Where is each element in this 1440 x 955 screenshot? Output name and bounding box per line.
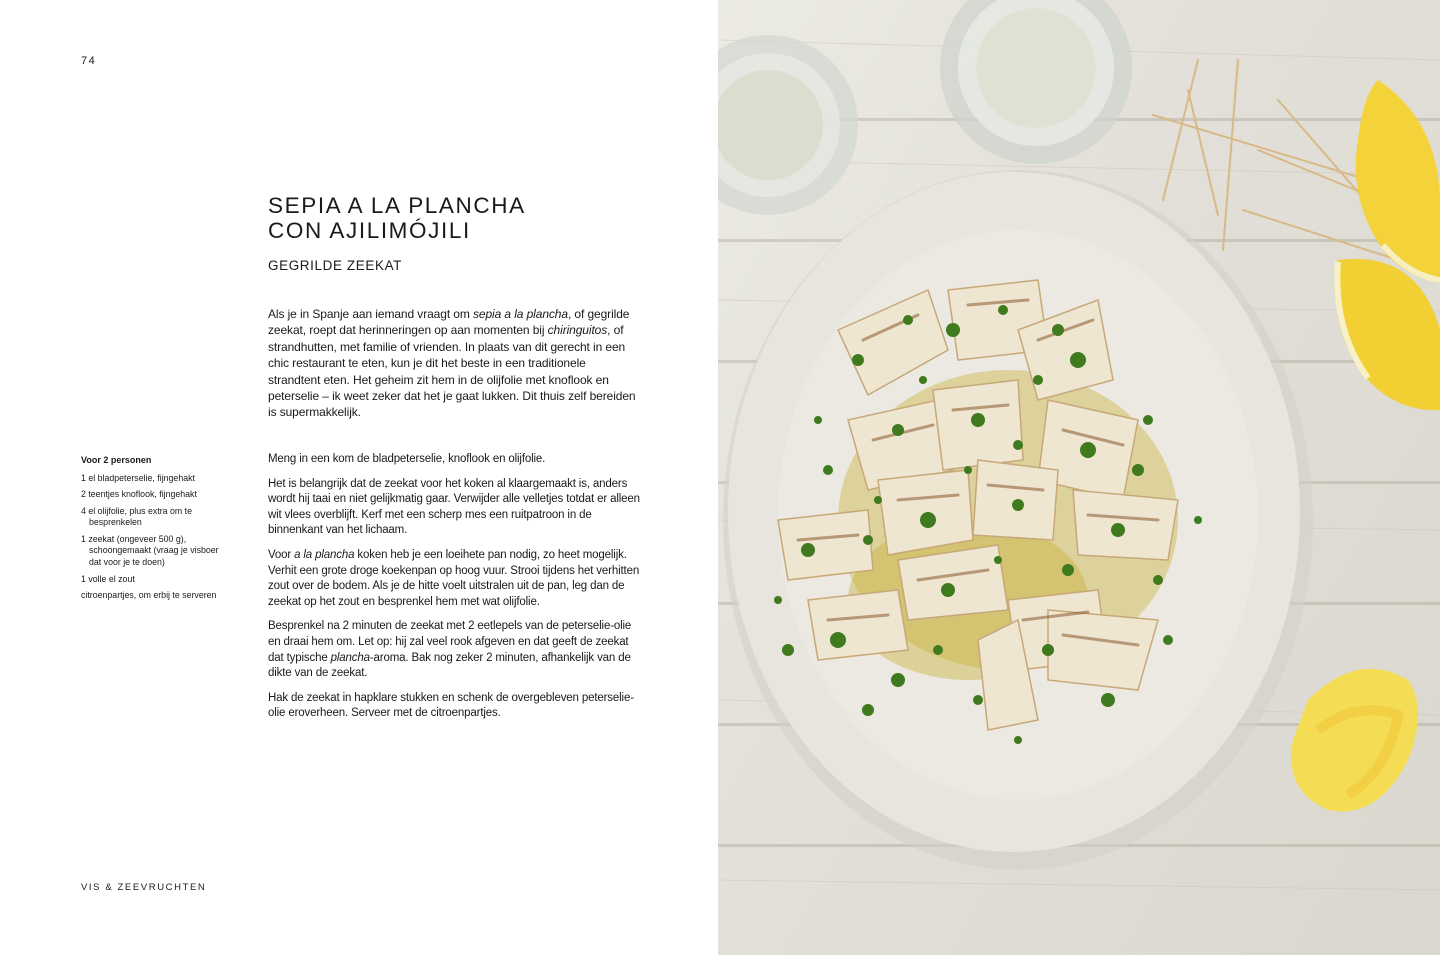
ingredient-item: 1 zeekat (ongeveer 500 g), schoongemaakt (vraag je visboer dat voor je te doen) bbox=[81, 533, 219, 568]
intro-text-italic: sepia a la plancha bbox=[473, 307, 568, 321]
servings: Voor 2 personen bbox=[81, 455, 152, 465]
recipe-title bbox=[268, 193, 526, 243]
method-step bbox=[268, 548, 640, 610]
ingredient-item: 2 teentjes knoflook, fijngehakt bbox=[81, 489, 197, 500]
ingredients-panel bbox=[81, 455, 231, 606]
recipe-subtitle: GEGRILDE ZEEKAT bbox=[268, 258, 403, 273]
method-text: Hak de zeekat in hapklare stukken en schenk de overgebleven peterselie-olie eroverheen. Serveer met de citroenpartjes. bbox=[268, 691, 634, 720]
method-text-italic: plancha bbox=[330, 651, 370, 664]
recipe-title-line-1: SEPIA A LA PLANCHA bbox=[268, 193, 526, 218]
photo-illustration bbox=[718, 0, 1440, 955]
method-text: Voor bbox=[268, 548, 295, 561]
recipe-photo bbox=[718, 0, 1440, 955]
lemon-wedge-icon bbox=[1291, 669, 1418, 812]
method-text: -aroma. Bak nog zeker 2 minuten, afhankelijk van de dikte van de zeekat. bbox=[268, 651, 631, 680]
ingredient-item: 4 el olijfolie, plus extra om te besprenkelen bbox=[81, 505, 192, 528]
method-text: Meng in een kom de bladpeterselie, knoflook en olijfolie. bbox=[268, 453, 546, 465]
section-name: VIS & ZEEVRUCHTEN bbox=[81, 882, 207, 893]
method-text: koken heb je een loeihete pan nodig, zo heet mogelijk. Verhit een grote droge koekenpan op hoog vuur. Strooi tijdens het verhitten zout over de bodem. Als je de hitte voelt uitstralen uit de pan, leg dan de zeekat op het zout en besprenkel hem met wat olijfolie. bbox=[268, 548, 640, 608]
ingredient-item: 1 volle el zout bbox=[81, 573, 135, 584]
method-step bbox=[268, 619, 640, 681]
ingredient-item: 1 el bladpeterselie, fijngehakt bbox=[81, 473, 195, 483]
intro-text-italic: chiringuitos bbox=[547, 323, 608, 338]
water-glass-icon bbox=[718, 35, 858, 215]
recipe-intro bbox=[268, 306, 640, 421]
water-glass-icon bbox=[940, 0, 1132, 164]
intro-text: , of gegrilde zeekat, roept dat herinneringen op aan momenten bij bbox=[268, 307, 630, 338]
ingredient-item: citroenpartjes, om erbij te serveren bbox=[81, 589, 217, 600]
method-text-italic: a la plancha bbox=[294, 548, 355, 561]
method-steps bbox=[268, 452, 640, 731]
method-text: Het is belangrijk dat de zeekat voor het koken al klaargemaakt is, anders wordt hij taai en niet gelijkmatig gaar. Verwijder alle velletjes totdat er alleen wit vlees overblijft. Kerf met een scherp mes een ruitpatroon in de binnenkant van het lichaam. bbox=[268, 477, 640, 537]
ingredients-list bbox=[81, 473, 231, 602]
recipe-title-line-2: CON AJILIMÓJILI bbox=[268, 218, 471, 243]
left-page bbox=[0, 0, 718, 955]
method-step bbox=[268, 452, 640, 468]
intro-text: Als je in Spanje aan iemand vraagt om bbox=[268, 307, 473, 321]
method-step bbox=[268, 691, 640, 722]
method-step bbox=[268, 477, 640, 539]
intro-text: , of strandhutten, met familie of vrienden. In plaats van dit gerecht in een chic restaurant te eten, kun je dit het beste in een traditionele strandtent eten. Het geheim zit hem in de olijfolie met knoflook en peterselie – ik weet zeker dat het je gaat lukken. Dit thuis zelf bereiden is supermakkelijk. bbox=[268, 323, 636, 420]
page-number: 74 bbox=[81, 55, 97, 67]
method-text: Besprenkel na 2 minuten de zeekat met 2 eetlepels van de peterselie-olie en draai hem om. Let op: hij zal veel rook afgeven en dat geeft de zeekat dat typische bbox=[268, 620, 632, 664]
lemon-wedge-icon bbox=[1336, 259, 1440, 410]
